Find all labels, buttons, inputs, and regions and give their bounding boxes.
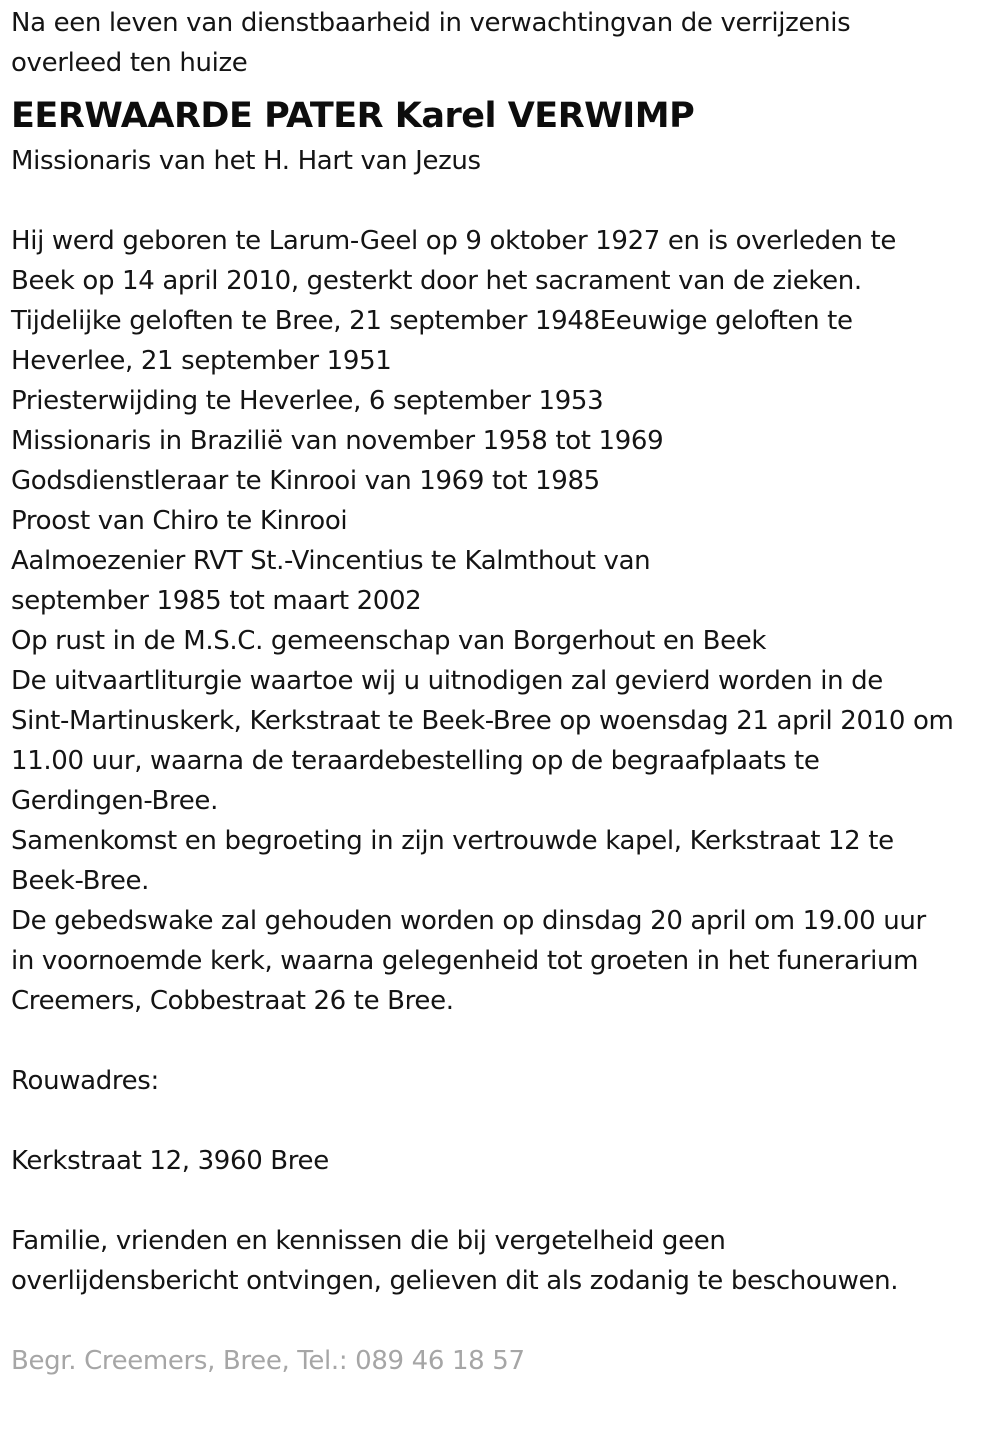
funeral-home-footer: Begr. Creemers, Bree, Tel.: 089 46 18 57	[11, 1346, 525, 1376]
closing-line: overlijdensbericht ontvingen, gelieven dit als zodanig te beschouwen.	[11, 1266, 899, 1296]
body-line: Sint-Martinuskerk, Kerkstraat te Beek-Bree op woensdag 21 april 2010 om	[11, 706, 954, 736]
body-line: Tijdelijke geloften te Bree, 21 september 1948Eeuwige geloften te	[11, 306, 853, 336]
body-line: Aalmoezenier RVT St.-Vincentius te Kalmthout van	[11, 546, 651, 576]
spacer	[11, 181, 996, 221]
spacer	[11, 1101, 996, 1141]
body-line: Samenkomst en begroeting in zijn vertrouwde kapel, Kerkstraat 12 te	[11, 826, 894, 856]
subtitle: Missionaris van het H. Hart van Jezus	[11, 146, 481, 176]
closing-line: Familie, vrienden en kennissen die bij vergetelheid geen	[11, 1226, 726, 1256]
intro-line: Na een leven van dienstbaarheid in verwachtingvan de verrijzenis	[11, 8, 851, 38]
address-label: Rouwadres:	[11, 1066, 159, 1096]
biography	[11, 221, 996, 1021]
body-line: De gebedswake zal gehouden worden op dinsdag 20 april om 19.00 uur	[11, 906, 926, 936]
address: Kerkstraat 12, 3960 Bree	[11, 1146, 329, 1176]
body-line: Godsdienstleraar te Kinrooi van 1969 tot 1985	[11, 466, 600, 496]
body-line: in voornoemde kerk, waarna gelegenheid tot groeten in het funerarium	[11, 946, 919, 976]
body-line: Gerdingen-Bree.	[11, 786, 218, 816]
spacer	[11, 1301, 996, 1341]
body-line: Creemers, Cobbestraat 26 te Bree.	[11, 986, 454, 1016]
spacer	[11, 1181, 996, 1221]
body-line: Priesterwijding te Heverlee, 6 september 1953	[11, 386, 604, 416]
body-line: Proost van Chiro te Kinrooi	[11, 506, 348, 536]
obituary-notice	[11, 3, 996, 1381]
body-line: september 1985 tot maart 2002	[11, 586, 422, 616]
spacer	[11, 1021, 996, 1061]
intro-line: overleed ten huize	[11, 48, 248, 78]
body-line: Missionaris in Brazilië van november 1958 tot 1969	[11, 426, 664, 456]
body-line: Hij werd geboren te Larum-Geel op 9 oktober 1927 en is overleden te	[11, 226, 897, 256]
body-line: De uitvaartliturgie waartoe wij u uitnodigen zal gevierd worden in de	[11, 666, 883, 696]
body-line: 11.00 uur, waarna de teraardebestelling op de begraafplaats te	[11, 746, 820, 776]
body-line: Beek-Bree.	[11, 866, 150, 896]
deceased-name: EERWAARDE PATER Karel VERWIMP	[11, 96, 695, 136]
body-line: Beek op 14 april 2010, gesterkt door het sacrament van de zieken.	[11, 266, 862, 296]
body-line: Op rust in de M.S.C. gemeenschap van Borgerhout en Beek	[11, 626, 767, 656]
body-line: Heverlee, 21 september 1951	[11, 346, 392, 376]
